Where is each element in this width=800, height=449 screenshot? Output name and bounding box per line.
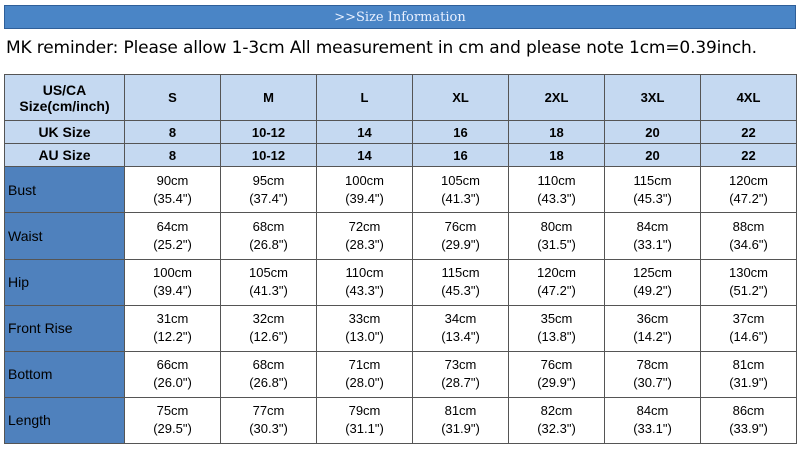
cm-value: 120cm — [728, 172, 769, 188]
measurement-label: Bottom — [5, 351, 125, 397]
measurement-cell — [125, 259, 221, 305]
header-row — [5, 75, 797, 121]
size-cell-s: 8 — [125, 121, 221, 144]
inch-value: (47.2") — [729, 190, 768, 206]
measurement-cell — [221, 259, 317, 305]
cm-value: 81cm — [444, 403, 477, 419]
size-cell-4xl: 22 — [701, 144, 797, 167]
inch-value: (37.4") — [249, 190, 288, 206]
measurement-cell — [701, 397, 797, 443]
measurement-cell — [509, 259, 605, 305]
header-row — [5, 121, 797, 144]
measurement-cell — [413, 259, 509, 305]
cm-value: 31cm — [156, 311, 189, 327]
cm-value: 37cm — [732, 311, 765, 327]
inch-value: (29.5") — [153, 421, 192, 437]
cm-value: 110cm — [345, 265, 384, 281]
measurement-cell — [605, 259, 701, 305]
cm-value: 88cm — [732, 218, 765, 234]
measurement-label: Hip — [5, 259, 125, 305]
cm-value: 35cm — [540, 311, 573, 327]
measurement-cell — [125, 397, 221, 443]
measurement-row — [5, 397, 797, 443]
inch-value: (30.7") — [633, 375, 672, 391]
size-cell-3xl: 20 — [605, 121, 701, 144]
measurement-cell — [701, 259, 797, 305]
inch-value: (28.0") — [345, 375, 384, 391]
size-cell-3xl: 20 — [605, 144, 701, 167]
measurement-cell — [125, 305, 221, 351]
size-cell-4xl: 22 — [701, 121, 797, 144]
size-cell-l: 14 — [317, 144, 413, 167]
inch-value: (39.4") — [153, 283, 192, 299]
cm-value: 82cm — [540, 403, 573, 419]
measurement-row — [5, 167, 797, 213]
measurement-row — [5, 259, 797, 305]
measurement-cell — [221, 167, 317, 213]
cm-value: 76cm — [444, 218, 477, 234]
measurement-cell — [509, 351, 605, 397]
measurement-cell — [125, 351, 221, 397]
size-chart-body — [5, 75, 797, 444]
inch-value: (34.6") — [729, 236, 768, 252]
inch-value: (26.0") — [153, 375, 192, 391]
measurement-cell — [317, 351, 413, 397]
inch-value: (41.3") — [441, 190, 480, 206]
inch-value: (45.3") — [441, 283, 480, 299]
inch-value: (13.8") — [537, 329, 576, 345]
inch-value: (49.2") — [633, 283, 672, 299]
measurement-label: Length — [5, 397, 125, 443]
measurement-label: Bust — [5, 167, 125, 213]
inch-value: (47.2") — [537, 283, 576, 299]
cm-value: 115cm — [633, 172, 672, 188]
inch-value: (43.3") — [345, 283, 384, 299]
measurement-cell — [413, 167, 509, 213]
cm-value: 115cm — [441, 265, 480, 281]
measurement-cell — [221, 305, 317, 351]
inch-value: (43.3") — [537, 190, 576, 206]
inch-value: (26.8") — [249, 375, 288, 391]
measurement-cell — [605, 397, 701, 443]
cm-value: 66cm — [156, 357, 189, 373]
cm-value: 68cm — [252, 218, 285, 234]
cm-value: 71cm — [348, 357, 381, 373]
inch-value: (25.2") — [153, 236, 192, 252]
size-cell-2xl: 18 — [509, 144, 605, 167]
measurement-cell — [605, 167, 701, 213]
inch-value: (31.9") — [729, 375, 768, 391]
cm-value: 84cm — [636, 403, 669, 419]
measurement-cell — [413, 213, 509, 259]
measurement-label: Waist — [5, 213, 125, 259]
size-cell-s: 8 — [125, 144, 221, 167]
inch-value: (33.1") — [633, 421, 672, 437]
size-cell-2xl: 18 — [509, 121, 605, 144]
measurement-label: Front Rise — [5, 305, 125, 351]
cm-value: 75cm — [156, 403, 189, 419]
size-cell-l: L — [317, 75, 413, 121]
measurement-cell — [701, 305, 797, 351]
measurement-cell — [413, 351, 509, 397]
cm-value: 130cm — [728, 265, 769, 281]
cm-value: 90cm — [156, 172, 189, 188]
measurement-cell — [509, 213, 605, 259]
inch-value: (33.1") — [633, 236, 672, 252]
size-cell-m: 10-12 — [221, 144, 317, 167]
inch-value: (14.6") — [729, 329, 768, 345]
inch-value: (28.7") — [441, 375, 480, 391]
inch-value: (29.9") — [441, 236, 480, 252]
cm-value: 120cm — [536, 265, 577, 281]
size-cell-m: M — [221, 75, 317, 121]
inch-value: (13.0") — [345, 329, 384, 345]
inch-value: (32.3") — [537, 421, 576, 437]
measurement-cell — [605, 351, 701, 397]
size-information-banner — [4, 5, 796, 29]
cm-value: 125cm — [632, 265, 673, 281]
measurement-cell — [317, 259, 413, 305]
cm-value: 32cm — [252, 311, 285, 327]
size-system-label: US/CA Size(cm/inch) — [5, 75, 125, 121]
cm-value: 76cm — [540, 357, 573, 373]
cm-value: 84cm — [636, 218, 669, 234]
measurement-cell — [509, 167, 605, 213]
cm-value: 33cm — [348, 311, 381, 327]
inch-value: (26.8") — [249, 236, 288, 252]
cm-value: 73cm — [444, 357, 477, 373]
inch-value: (31.9") — [441, 421, 480, 437]
measurement-cell — [221, 351, 317, 397]
measurement-cell — [413, 397, 509, 443]
inch-value: (31.5") — [537, 236, 576, 252]
size-cell-xl: XL — [413, 75, 509, 121]
cm-value: 78cm — [636, 357, 669, 373]
header-row — [5, 144, 797, 167]
size-system-label: UK Size — [5, 121, 125, 144]
cm-value: 36cm — [636, 311, 669, 327]
cm-value: 100cm — [152, 265, 193, 281]
size-chart-table — [4, 74, 797, 444]
inch-value: (13.4") — [441, 329, 480, 345]
cm-value: 81cm — [732, 357, 765, 373]
inch-value: (35.4") — [153, 190, 192, 206]
measurement-cell — [125, 167, 221, 213]
size-cell-l: 14 — [317, 121, 413, 144]
cm-value: 72cm — [348, 218, 381, 234]
cm-value: 79cm — [348, 403, 381, 419]
measurement-row — [5, 213, 797, 259]
cm-value: 100cm — [344, 172, 385, 188]
cm-value: 80cm — [540, 218, 573, 234]
measurement-cell — [221, 397, 317, 443]
measurement-cell — [413, 305, 509, 351]
measurement-cell — [605, 213, 701, 259]
measurement-cell — [221, 213, 317, 259]
measurement-cell — [509, 397, 605, 443]
size-cell-s: S — [125, 75, 221, 121]
size-cell-xl: 16 — [413, 121, 509, 144]
inch-value: (28.3") — [345, 236, 384, 252]
size-cell-xl: 16 — [413, 144, 509, 167]
inch-value: (45.3") — [633, 190, 672, 206]
inch-value: (51.2") — [729, 283, 768, 299]
inch-value: (41.3") — [249, 283, 288, 299]
inch-value: (14.2") — [633, 329, 672, 345]
cm-value: 64cm — [156, 218, 189, 234]
size-system-label: AU Size — [5, 144, 125, 167]
inch-value: (39.4") — [345, 190, 384, 206]
inch-value: (33.9") — [729, 421, 768, 437]
measurement-cell — [317, 167, 413, 213]
cm-value: 34cm — [444, 311, 477, 327]
cm-value: 86cm — [732, 403, 765, 419]
measurement-cell — [317, 397, 413, 443]
measurement-cell — [509, 305, 605, 351]
inch-value: (29.9") — [537, 375, 576, 391]
banner-title: >>Size Information — [334, 9, 466, 25]
cm-value: 95cm — [252, 172, 285, 188]
cm-value: 77cm — [252, 403, 285, 419]
size-cell-3xl: 3XL — [605, 75, 701, 121]
inch-value: (30.3") — [249, 421, 288, 437]
measurement-cell — [317, 213, 413, 259]
inch-value: (12.6") — [249, 329, 288, 345]
cm-value: 105cm — [248, 265, 289, 281]
measurement-cell — [701, 213, 797, 259]
cm-value: 68cm — [252, 357, 285, 373]
size-cell-4xl: 4XL — [701, 75, 797, 121]
cm-value: 110cm — [537, 172, 576, 188]
inch-value: (12.2") — [153, 329, 192, 345]
measurement-row — [5, 351, 797, 397]
measurement-row — [5, 305, 797, 351]
measurement-reminder: MK reminder: Please allow 1-3cm All measurement in cm and please note 1cm=0.39inch. — [6, 38, 757, 58]
cm-value: 105cm — [440, 172, 481, 188]
size-cell-2xl: 2XL — [509, 75, 605, 121]
measurement-cell — [605, 305, 701, 351]
size-cell-m: 10-12 — [221, 121, 317, 144]
measurement-cell — [125, 213, 221, 259]
measurement-cell — [317, 305, 413, 351]
inch-value: (31.1") — [345, 421, 384, 437]
measurement-cell — [701, 351, 797, 397]
measurement-cell — [701, 167, 797, 213]
